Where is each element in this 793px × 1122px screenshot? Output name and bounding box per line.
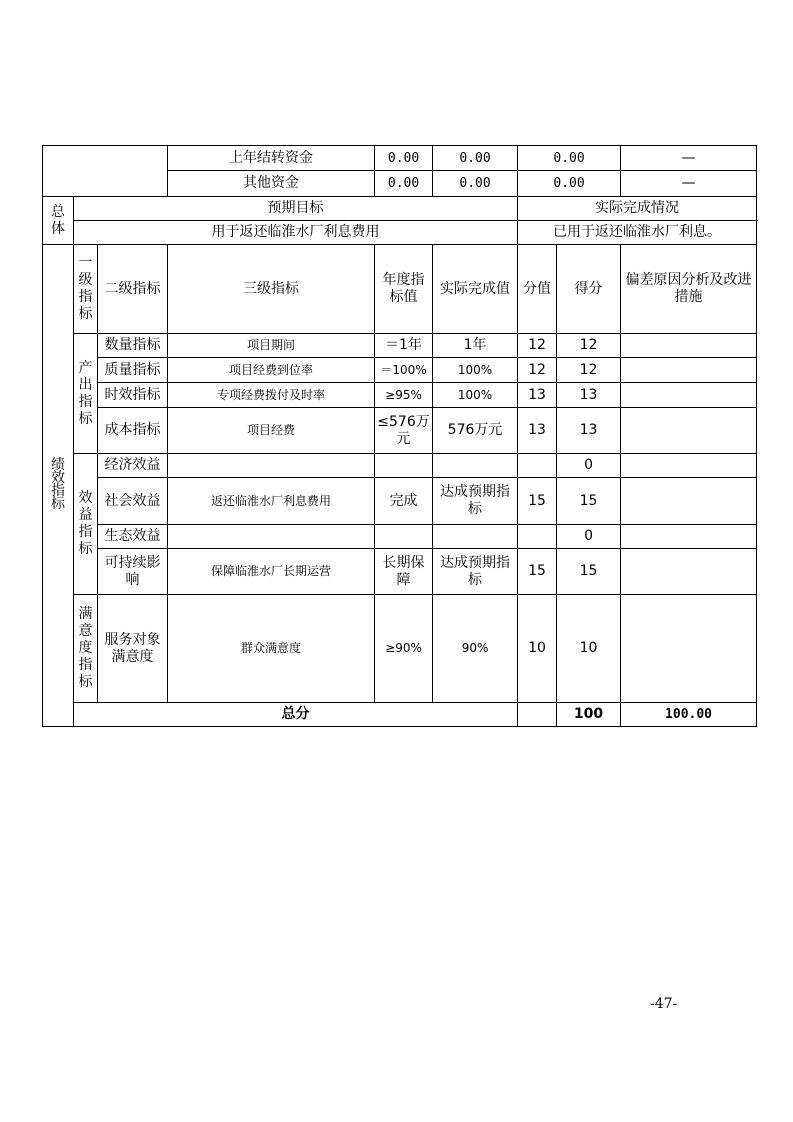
perf-label-cell: [43, 245, 74, 727]
funding-other-v1: 0.00: [375, 171, 433, 197]
output-row-actual: 1年: [433, 334, 518, 358]
output-label-cell: [74, 334, 98, 454]
satisfaction-label: 满意度指标: [78, 606, 93, 690]
effect-row-weight: [518, 525, 557, 549]
expected-text: 用于返还临淮水厂利息费用: [74, 221, 518, 245]
output-row-score: 12: [557, 358, 621, 383]
header-analysis: 偏差原因分析及改进措施: [621, 245, 757, 334]
output-row-l3: 专项经费拨付及时率: [168, 383, 375, 408]
overall-label-cell: [43, 197, 74, 245]
effect-row-l3: [168, 454, 375, 478]
output-row-actual: 576万元: [433, 408, 518, 454]
effect-row-target: 长期保障: [375, 549, 433, 595]
effect-row-l2: 经济效益: [98, 454, 168, 478]
funding-prev-v1: 0.00: [375, 146, 433, 171]
satisfaction-actual: 90%: [433, 595, 518, 703]
effect-row-score: 15: [557, 478, 621, 525]
perf-label: 绩效指标: [51, 456, 65, 512]
effect-row-weight: 15: [518, 549, 557, 595]
satisfaction-l3: 群众满意度: [168, 595, 375, 703]
overall-label: 总体: [51, 203, 65, 237]
output-row-target: ≥95%: [375, 383, 433, 408]
output-row-analysis: [621, 408, 757, 454]
output-row-target: ＝1年: [375, 334, 433, 358]
effect-row-weight: [518, 454, 557, 478]
expected-header: 预期目标: [74, 197, 518, 221]
effect-row-actual: [433, 525, 518, 549]
funding-blank-cell: [43, 146, 168, 197]
effect-label: 效益指标: [78, 490, 93, 557]
output-row-analysis: [621, 334, 757, 358]
funding-prev-v3: 0.00: [518, 146, 621, 171]
funding-prev-label: 上年结转资金: [168, 146, 375, 171]
effect-row-target: [375, 454, 433, 478]
effect-row-weight: 15: [518, 478, 557, 525]
effect-row-analysis: [621, 549, 757, 595]
actual-text: 已用于返还临淮水厂利息。: [518, 221, 757, 245]
total-score: 100.00: [621, 703, 757, 727]
effect-row-actual: [433, 454, 518, 478]
header-level2: 二级指标: [98, 245, 168, 334]
funding-other-label: 其他资金: [168, 171, 375, 197]
output-row-l3: 项目经费到位率: [168, 358, 375, 383]
output-row-weight: 13: [518, 383, 557, 408]
header-level1: 一级指标: [78, 255, 93, 322]
output-row-l2: 时效指标: [98, 383, 168, 408]
output-row-actual: 100%: [433, 383, 518, 408]
effect-row-l2: 生态效益: [98, 525, 168, 549]
output-row-score: 12: [557, 334, 621, 358]
effect-row-analysis: [621, 525, 757, 549]
satisfaction-analysis: [621, 595, 757, 703]
output-row-weight: 12: [518, 334, 557, 358]
effect-row-actual: 达成预期指标: [433, 549, 518, 595]
satisfaction-l2: 服务对象满意度: [98, 595, 168, 703]
output-row-target: ≤576万元: [375, 408, 433, 454]
output-row-l2: 质量指标: [98, 358, 168, 383]
header-level3: 三级指标: [168, 245, 375, 334]
output-label: 产出指标: [78, 359, 93, 427]
page-number: -47-: [650, 996, 678, 1012]
effect-row-analysis: [621, 454, 757, 478]
effect-row-score: 15: [557, 549, 621, 595]
effect-row-l3: 保障临淮水厂长期运营: [168, 549, 375, 595]
performance-table: [42, 145, 757, 727]
output-row-l2: 数量指标: [98, 334, 168, 358]
effect-row-l2: 可持续影响: [98, 549, 168, 595]
output-row-l2: 成本指标: [98, 408, 168, 454]
total-weight: 100: [557, 703, 621, 727]
satisfaction-label-cell: [74, 595, 98, 703]
effect-row-score: 0: [557, 454, 621, 478]
output-row-score: 13: [557, 408, 621, 454]
output-row-weight: 13: [518, 408, 557, 454]
output-row-analysis: [621, 383, 757, 408]
output-row-analysis: [621, 358, 757, 383]
satisfaction-score: 10: [557, 595, 621, 703]
output-row-l3: 项目经费: [168, 408, 375, 454]
effect-row-analysis: [621, 478, 757, 525]
header-target: 年度指标值: [375, 245, 433, 334]
actual-header: 实际完成情况: [518, 197, 757, 221]
effect-row-target: 完成: [375, 478, 433, 525]
output-row-score: 13: [557, 383, 621, 408]
effect-row-l3: 返还临淮水厂利息费用: [168, 478, 375, 525]
header-weight: 分值: [518, 245, 557, 334]
funding-prev-dash: —: [621, 146, 757, 171]
effect-row-l3: [168, 525, 375, 549]
total-label: 总分: [74, 703, 518, 727]
effect-row-l2: 社会效益: [98, 478, 168, 525]
header-score: 得分: [557, 245, 621, 334]
satisfaction-target: ≥90%: [375, 595, 433, 703]
output-row-actual: 100%: [433, 358, 518, 383]
header-actual: 实际完成值: [433, 245, 518, 334]
funding-other-v2: 0.00: [433, 171, 518, 197]
header-level1-cell: [74, 245, 98, 334]
output-row-weight: 12: [518, 358, 557, 383]
effect-row-target: [375, 525, 433, 549]
effect-row-score: 0: [557, 525, 621, 549]
funding-other-dash: —: [621, 171, 757, 197]
effect-row-actual: 达成预期指标: [433, 478, 518, 525]
total-blank: [518, 703, 557, 727]
effect-label-cell: [74, 454, 98, 595]
output-row-target: ＝100%: [375, 358, 433, 383]
funding-prev-v2: 0.00: [433, 146, 518, 171]
satisfaction-weight: 10: [518, 595, 557, 703]
output-row-l3: 项目期间: [168, 334, 375, 358]
funding-other-v3: 0.00: [518, 171, 621, 197]
